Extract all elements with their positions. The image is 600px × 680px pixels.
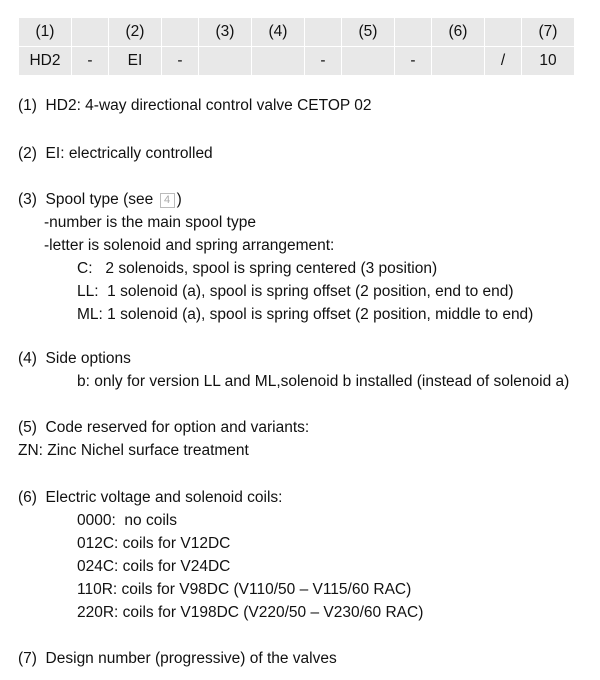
code-value-cell <box>199 47 251 75</box>
section-7-text: (7) Design number (progressive) of the valves <box>18 650 337 667</box>
section-3-line: -letter is solenoid and spring arrangement: <box>44 237 335 254</box>
section-3-heading-close: ) <box>176 191 182 208</box>
code-header-cell <box>162 18 198 46</box>
code-value-cell: - <box>162 47 198 75</box>
section-4-heading: (4) Side options <box>18 350 131 367</box>
code-value-cell: HD2 <box>19 47 71 75</box>
section-5-heading: (5) Code reserved for option and variants: <box>18 419 310 436</box>
section-4-line: b: only for version LL and ML,solenoid b installed (instead of solenoid a) <box>77 373 570 390</box>
section-3-line: -number is the main spool type <box>44 214 256 231</box>
code-header-cell <box>395 18 431 46</box>
code-header-cell: (5) <box>342 18 394 46</box>
section-2-text: (2) EI: electrically controlled <box>18 145 213 162</box>
code-value-cell <box>342 47 394 75</box>
code-value-cell: / <box>485 47 521 75</box>
coil-option-012c: 012C: coils for V12DC <box>77 535 231 552</box>
code-value-cell: EI <box>109 47 161 75</box>
code-header-cell: (4) <box>252 18 304 46</box>
code-header-cell <box>305 18 341 46</box>
code-value-cell <box>252 47 304 75</box>
code-value-cell: - <box>72 47 108 75</box>
section-6-heading: (6) Electric voltage and solenoid coils: <box>18 489 283 506</box>
section-3-heading-text: (3) Spool type (see <box>18 191 158 208</box>
code-header-cell: (7) <box>522 18 574 46</box>
spool-option-c: C: 2 solenoids, spool is spring centered (3 position) <box>77 260 438 277</box>
code-value-cell <box>432 47 484 75</box>
coil-option-220r: 220R: coils for V198DC (V220/50 – V230/60 RAC) <box>77 604 424 621</box>
section-5-line: ZN: Zinc Nichel surface treatment <box>18 442 249 459</box>
section-1-text: (1) HD2: 4-way directional control valve CETOP 02 <box>18 97 372 114</box>
order-code-table <box>18 17 575 76</box>
code-header-cell <box>72 18 108 46</box>
code-header-cell <box>485 18 521 46</box>
code-header-row <box>19 18 574 46</box>
code-value-row <box>19 47 574 75</box>
code-value-cell: 10 <box>522 47 574 75</box>
code-header-cell: (2) <box>109 18 161 46</box>
coil-option-110r: 110R: coils for V98DC (V110/50 – V115/60 RAC) <box>77 581 412 598</box>
coil-option-0000: 0000: no coils <box>77 512 177 529</box>
code-header-cell: (1) <box>19 18 71 46</box>
code-value-cell: - <box>305 47 341 75</box>
coil-option-024c: 024C: coils for V24DC <box>77 558 231 575</box>
code-value-cell: - <box>395 47 431 75</box>
spool-option-ll: LL: 1 solenoid (a), spool is spring offset (2 position, end to end) <box>77 283 514 300</box>
code-header-cell: (3) <box>199 18 251 46</box>
section-3-heading <box>18 191 182 209</box>
spool-option-ml: ML: 1 solenoid (a), spool is spring offset (2 position, middle to end) <box>77 306 534 323</box>
table-reference-link[interactable]: 4 <box>160 193 175 208</box>
code-header-cell: (6) <box>432 18 484 46</box>
